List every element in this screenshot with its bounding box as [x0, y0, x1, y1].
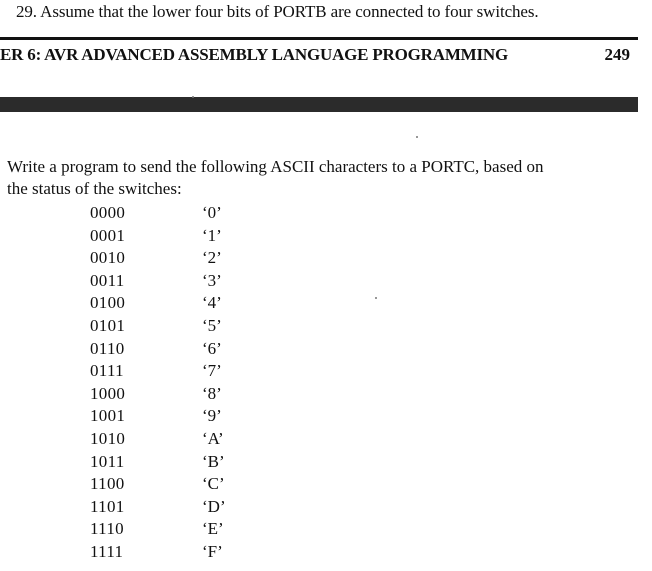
switch-bits: 0110	[90, 338, 125, 358]
switch-bits: 1111	[90, 541, 124, 561]
ascii-char: ‘9’	[202, 406, 222, 426]
table-row	[90, 541, 262, 564]
ascii-char: ‘0’	[202, 203, 222, 222]
scan-speck	[416, 136, 418, 138]
ascii-char: ‘D’	[202, 496, 226, 516]
ascii-char: ‘B’	[202, 451, 225, 471]
table-row	[90, 292, 262, 315]
scan-speck	[375, 297, 377, 299]
ascii-char: ‘F’	[202, 541, 223, 561]
problem-line-1: Write a program to send the following ASCII characters to a PORTC, based on	[7, 157, 544, 176]
switch-bits: 0111	[90, 361, 124, 381]
chapter-header	[0, 45, 638, 69]
ascii-char: ‘8’	[202, 383, 222, 403]
table-row	[90, 315, 262, 338]
ascii-char: ‘4’	[202, 293, 222, 313]
table-row	[90, 451, 262, 474]
header-rule	[0, 37, 638, 40]
scan-speck	[192, 96, 194, 98]
switch-bits: 0101	[90, 315, 126, 335]
table-row	[90, 338, 262, 361]
table-row	[90, 428, 262, 451]
ascii-char: ‘7’	[202, 361, 222, 381]
table-row	[90, 405, 262, 428]
switch-bits: 1000	[90, 383, 126, 403]
dark-band-divider	[0, 97, 638, 112]
switch-bits: 0011	[90, 270, 125, 290]
table-row	[90, 247, 262, 270]
table-row	[90, 270, 262, 293]
table-row	[90, 473, 262, 496]
switch-bits: 1100	[90, 474, 125, 494]
table-row	[90, 383, 262, 406]
table-row	[90, 360, 262, 383]
switch-bits: 1010	[90, 428, 126, 448]
problem-line-2: the status of the switches:	[7, 179, 182, 198]
ascii-char: ‘1’	[202, 225, 222, 245]
ascii-char: ‘2’	[202, 248, 222, 268]
chapter-title: ER 6: AVR ADVANCED ASSEMBLY LANGUAGE PROGRAMMING	[0, 45, 509, 64]
switch-bits: 1110	[90, 519, 124, 539]
ascii-char: ‘E’	[202, 519, 224, 539]
page-number: 249	[604, 45, 630, 64]
ascii-char: ‘3’	[202, 270, 222, 290]
switch-bits: 0000	[90, 203, 126, 222]
switch-bits: 1101	[90, 496, 125, 516]
ascii-char: ‘5’	[202, 315, 222, 335]
switch-bits: 1001	[90, 406, 126, 426]
switch-bits: 0100	[90, 293, 126, 313]
ascii-char: ‘A’	[202, 428, 224, 448]
table-row	[90, 225, 262, 248]
problem-statement	[7, 156, 627, 200]
switch-bits: 0010	[90, 248, 126, 268]
switch-bits: 1011	[90, 451, 125, 471]
table-row	[90, 202, 262, 225]
switch-ascii-table	[90, 202, 262, 564]
ascii-char: ‘6’	[202, 338, 222, 358]
question-text: 29. Assume that the lower four bits of PORTB are connected to four switches.	[16, 2, 539, 21]
table-row	[90, 496, 262, 519]
ascii-char: ‘C’	[202, 474, 225, 494]
switch-bits: 0001	[90, 225, 126, 245]
table-row	[90, 518, 262, 541]
